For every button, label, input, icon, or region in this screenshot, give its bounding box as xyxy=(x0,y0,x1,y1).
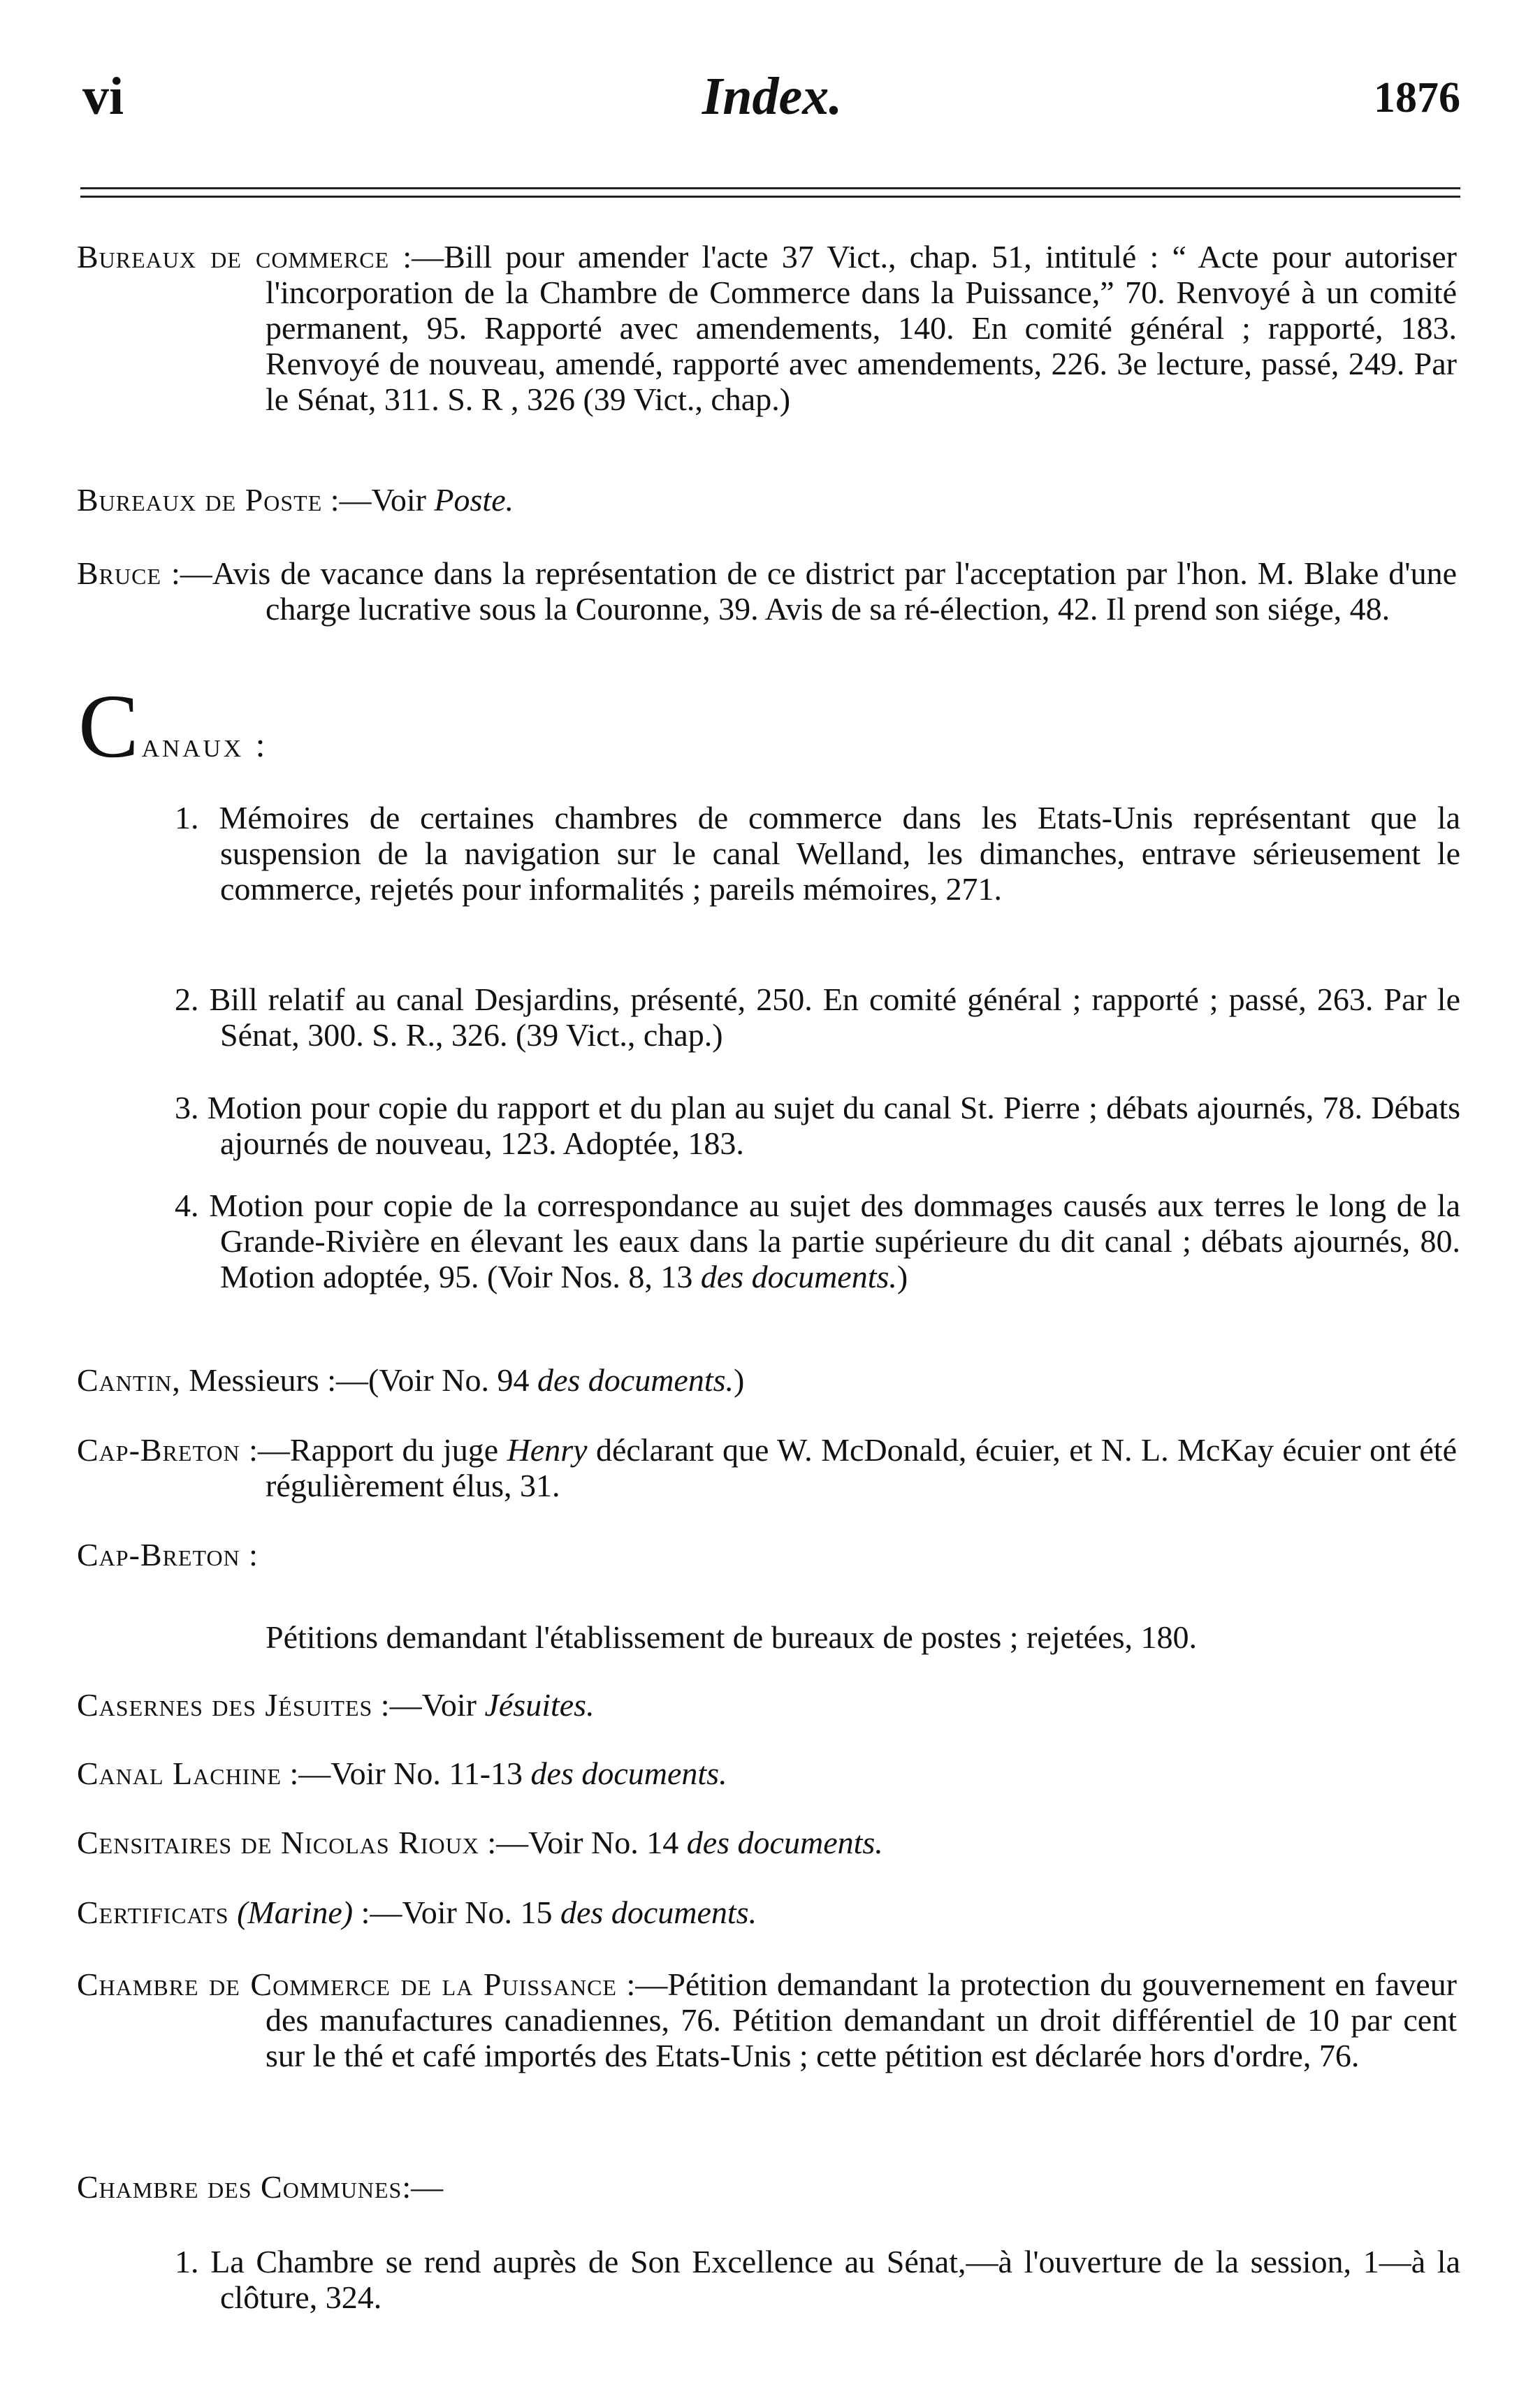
entry-chambre-de-commerce xyxy=(77,1966,1457,2073)
entry-heading: Cantin, xyxy=(77,1362,181,1398)
cross-reference: des documents. xyxy=(686,1825,883,1860)
item-number: 3. xyxy=(175,1090,199,1125)
item-number: 1. xyxy=(175,2244,199,2279)
entry-text: :—Avis de vacance dans la représentation de ce district par l'acceptation par l'hon. M. Blake d'une charge lucrative sous la Couronne, 39. Avis de sa ré-élection, 42. Il prend son siége, 48. xyxy=(161,555,1457,627)
entry-chambre-des-communes xyxy=(77,2169,1457,2205)
entry-heading: Chambre de Commerce de la Puissance xyxy=(77,1966,617,2002)
item-number: 2. xyxy=(175,982,199,1017)
entry-heading: Cap-Breton xyxy=(77,1432,240,1468)
entry-text-continued: déclarant que W. McDonald, écuier, et N. L. McKay écuier ont été régulièrement élus, 31. xyxy=(266,1432,1457,1503)
drop-cap: C xyxy=(78,676,142,777)
item-number: 1. xyxy=(175,800,199,835)
entry-text: :—Voir No. 11-13 xyxy=(282,1756,531,1791)
entry-text: :— xyxy=(402,2169,444,2205)
running-header xyxy=(77,66,1467,143)
entry-subline: Pétitions demandant l'établissement de bureaux de postes ; rejetées, 180. xyxy=(266,1619,1197,1655)
entry-heading: Chambre des Communes xyxy=(77,2169,402,2205)
entry-text: :—Voir No. 14 xyxy=(479,1825,687,1860)
entry-heading: Certificats xyxy=(77,1895,229,1930)
cross-reference: Henry xyxy=(507,1432,588,1468)
entry-certificats xyxy=(77,1895,1457,1930)
entry-heading: Bureaux de commerce xyxy=(77,239,390,275)
page-number: vi xyxy=(82,67,124,126)
entry-bureaux-de-poste xyxy=(77,482,1457,518)
entry-heading: Bureaux de Poste xyxy=(77,482,323,518)
entry-text: :—Voir xyxy=(372,1687,485,1723)
list-item xyxy=(175,1188,1460,1294)
list-item xyxy=(175,982,1460,1053)
cross-reference: des documents. xyxy=(530,1756,727,1791)
entry-heading: Censitaires de Nicolas Rioux xyxy=(77,1825,479,1860)
entry-censitaires xyxy=(77,1825,1457,1860)
page-title: Index. xyxy=(702,67,843,126)
item-text: Bill relatif au canal Desjardins, présenté, 250. En comité général ; rapporté ; passé, 263. Par le Sénat, 300. S. R., 326. (39 Vict., chap.) xyxy=(209,982,1461,1053)
entry-heading: Casernes des Jésuites xyxy=(77,1687,373,1723)
item-text: Mémoires de certaines chambres de commerce dans les Etats-Unis représentant que la suspension de la navigation sur le canal Welland, les dimanches, entrave sérieusement le commerce, rejetés pour informalités ; pareils mémoires, 271. xyxy=(219,800,1461,907)
entry-cap-breton-petitions xyxy=(77,1537,1457,1573)
item-number: 4. xyxy=(175,1188,199,1223)
item-text: Motion pour copie du rapport et du plan au sujet du canal St. Pierre ; débats ajournés, 78. Débats ajournés de nouveau, 123. Adoptée, 183. xyxy=(207,1090,1461,1161)
entry-text: Messieurs :—(Voir No. 94 xyxy=(180,1362,537,1398)
list-item xyxy=(175,800,1460,907)
item-text-tail: ) xyxy=(896,1259,908,1294)
header-rule-top xyxy=(80,187,1460,189)
entry-cantin xyxy=(77,1362,1457,1398)
entry-text-tail: ) xyxy=(734,1362,745,1398)
header-rule-bottom xyxy=(80,196,1460,198)
entry-text: :—Rapport du juge xyxy=(240,1432,507,1468)
cross-reference: des documents. xyxy=(700,1259,897,1294)
entry-text: :—Voir No. 15 xyxy=(353,1895,561,1930)
entry-cap-breton xyxy=(77,1432,1457,1503)
list-item xyxy=(175,1090,1460,1161)
entry-bureaux-de-commerce xyxy=(77,239,1457,417)
cross-reference: Jésuites. xyxy=(484,1687,595,1723)
entry-casernes-des-jesuites xyxy=(77,1687,1457,1723)
section-heading-canaux xyxy=(78,676,268,779)
entry-heading: Bruce xyxy=(77,555,162,591)
entry-text: :—Voir xyxy=(322,482,435,518)
entry-heading: Canal Lachine xyxy=(77,1756,282,1791)
cross-reference: Poste. xyxy=(434,482,514,518)
cross-reference: des documents. xyxy=(537,1362,734,1398)
year: 1876 xyxy=(1374,74,1460,122)
entry-text: :—Bill pour amender l'acte 37 Vict., chap. 51, intitulé : “ Acte pour autoriser l'incorporation de la Chambre de Commerce dans la Puissance,” 70. Renvoyé à un comité permanent, 95. Rapporté avec amendements, 140. En comité général ; rapporté, 183. Renvoyé de nouveau, amendé, rapporté avec amendements, 226. 3e lecture, passé, 249. Par le Sénat, 311. S. R , 326 (39 Vict., chap.) xyxy=(266,239,1457,417)
entry-canal-lachine xyxy=(77,1756,1457,1791)
section-heading-rest: anaux : xyxy=(141,725,268,764)
cross-reference: des documents. xyxy=(560,1895,757,1930)
entry-text: :—Pétition demandant la protection du gouvernement en faveur des manufactures canadiennes, 76. Pétition demandant un droit différentiel de 10 par cent sur le thé et café importés des Etats-Unis ; cette pétition est déclarée hors d'ordre, 76. xyxy=(266,1966,1457,2073)
list-item xyxy=(175,2244,1460,2315)
entry-heading: Cap-Breton : xyxy=(77,1537,259,1573)
item-text: La Chambre se rend auprès de Son Excellence au Sénat,—à l'ouverture de la session, 1—à la clôture, 324. xyxy=(210,2244,1461,2315)
entry-bruce xyxy=(77,555,1457,627)
item-text: Motion pour copie de la correspondance au sujet des dommages causés aux terres le long de la Grande-Rivière en élevant les eaux dans la partie supérieure du dit canal ; débats ajournés, 80. Motion adoptée, 95. (Voir Nos. 8, 13 xyxy=(209,1188,1461,1294)
entry-qualifier: (Marine) xyxy=(237,1895,354,1930)
